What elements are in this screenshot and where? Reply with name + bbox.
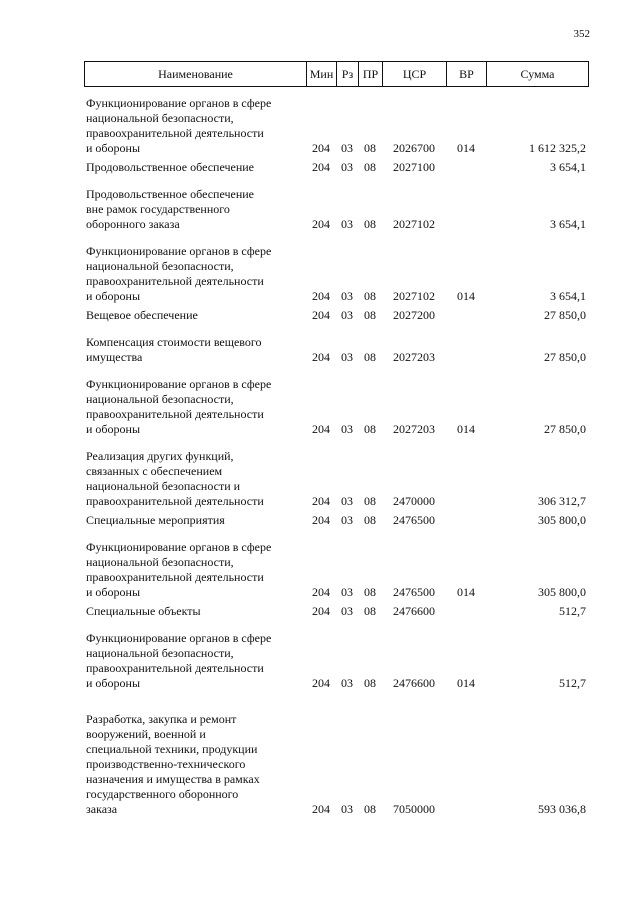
cell-name: Специальные мероприятия — [86, 513, 225, 527]
cell-name: Специальные объекты — [86, 604, 201, 618]
cell-vr — [446, 600, 486, 619]
cell-vr — [446, 323, 486, 365]
table-row — [84, 619, 588, 691]
cell-csr: 2027203 — [393, 422, 435, 436]
cell-csr: 2027102 — [393, 289, 435, 303]
cell-sum: 305 800,0 — [538, 585, 586, 599]
cell-csr: 2027200 — [393, 308, 435, 322]
cell-name: Функционирование органов в сфере национальной безопасности, правоохранительной деятельности и обороны — [86, 540, 272, 599]
cell-name: Реализация других функций, связанных с обеспечением национальной безопасности и правоохранительной деятельности — [86, 449, 264, 508]
cell-sum: 27 850,0 — [544, 308, 586, 322]
header-pr: ПР — [359, 62, 383, 87]
cell-rz: 03 — [341, 350, 353, 364]
cell-pr: 08 — [364, 308, 376, 322]
cell-vr: 014 — [457, 676, 475, 690]
table-row — [84, 509, 588, 528]
table-row — [84, 96, 588, 156]
cell-name: Вещевое обеспечение — [86, 308, 198, 322]
cell-rz: 03 — [341, 676, 353, 690]
table-row — [84, 304, 588, 323]
table-row — [84, 437, 588, 509]
cell-sum: 305 800,0 — [538, 513, 586, 527]
cell-pr: 08 — [364, 604, 376, 618]
cell-min: 204 — [312, 802, 330, 816]
table-row — [84, 323, 588, 365]
cell-min: 204 — [312, 585, 330, 599]
cell-csr: 2027102 — [393, 217, 435, 231]
header-vr: ВР — [447, 62, 487, 87]
cell-pr: 08 — [364, 141, 376, 155]
cell-sum: 3 654,1 — [550, 160, 586, 174]
cell-min: 204 — [312, 513, 330, 527]
cell-pr: 08 — [364, 802, 376, 816]
cell-csr: 2026700 — [393, 141, 435, 155]
cell-vr — [446, 175, 486, 232]
cell-sum: 27 850,0 — [544, 422, 586, 436]
page-number: 352 — [573, 28, 590, 40]
cell-csr: 2476500 — [393, 513, 435, 527]
cell-name: Функционирование органов в сфере национальной безопасности, правоохранительной деятельности и обороны — [86, 244, 272, 303]
cell-min: 204 — [312, 141, 330, 155]
cell-rz: 03 — [341, 422, 353, 436]
cell-vr: 014 — [457, 141, 475, 155]
cell-csr: 2476600 — [393, 676, 435, 690]
cell-csr: 2470000 — [393, 494, 435, 508]
table-row — [84, 156, 588, 175]
cell-rz: 03 — [341, 604, 353, 618]
cell-min: 204 — [312, 604, 330, 618]
cell-rz: 03 — [341, 513, 353, 527]
cell-rz: 03 — [341, 160, 353, 174]
cell-vr — [446, 509, 486, 528]
cell-vr: 014 — [457, 422, 475, 436]
cell-sum: 1 612 325,2 — [529, 141, 586, 155]
cell-csr: 2027100 — [393, 160, 435, 174]
cell-min: 204 — [312, 308, 330, 322]
cell-min: 204 — [312, 160, 330, 174]
header-csr: ЦСР — [383, 62, 447, 87]
cell-name: Продовольственное обеспечение — [86, 160, 254, 174]
cell-min: 204 — [312, 217, 330, 231]
cell-name: Разработка, закупка и ремонт вооружений, военной и специальной техники, продукции производственно-технического назначения и имущества в рамках государственного оборонного заказа — [86, 712, 260, 816]
header-min: Мин — [307, 62, 337, 87]
cell-sum: 3 654,1 — [550, 217, 586, 231]
cell-vr: 014 — [457, 585, 475, 599]
cell-vr — [446, 437, 486, 509]
cell-pr: 08 — [364, 513, 376, 527]
cell-csr: 2476600 — [393, 604, 435, 618]
cell-vr — [446, 691, 486, 817]
cell-name: Продовольственное обеспечение вне рамок государственного оборонного заказа — [86, 187, 254, 231]
table-header — [84, 61, 589, 87]
cell-sum: 512,7 — [559, 676, 586, 690]
cell-pr: 08 — [364, 676, 376, 690]
cell-name: Компенсация стоимости вещевого имущества — [86, 335, 262, 364]
cell-sum: 593 036,8 — [538, 802, 586, 816]
cell-rz: 03 — [341, 289, 353, 303]
cell-min: 204 — [312, 289, 330, 303]
header-rz: Рз — [337, 62, 359, 87]
header-sum: Сумма — [487, 62, 589, 87]
cell-rz: 03 — [341, 494, 353, 508]
cell-vr: 014 — [457, 289, 475, 303]
cell-sum: 512,7 — [559, 604, 586, 618]
cell-name: Функционирование органов в сфере национальной безопасности, правоохранительной деятельности и обороны — [86, 631, 272, 690]
cell-min: 204 — [312, 676, 330, 690]
header-name: Наименование — [85, 62, 307, 87]
cell-sum: 306 312,7 — [538, 494, 586, 508]
table-row — [84, 691, 588, 817]
table-row — [84, 365, 588, 437]
cell-pr: 08 — [364, 422, 376, 436]
table-row — [84, 528, 588, 600]
cell-sum: 3 654,1 — [550, 289, 586, 303]
table-row — [84, 600, 588, 619]
table-row — [84, 232, 588, 304]
cell-pr: 08 — [364, 160, 376, 174]
budget-table — [84, 96, 588, 817]
cell-csr: 2476500 — [393, 585, 435, 599]
cell-min: 204 — [312, 422, 330, 436]
cell-name: Функционирование органов в сфере национальной безопасности, правоохранительной деятельности и обороны — [86, 96, 272, 155]
cell-csr: 7050000 — [393, 802, 435, 816]
cell-rz: 03 — [341, 217, 353, 231]
cell-pr: 08 — [364, 494, 376, 508]
cell-csr: 2027203 — [393, 350, 435, 364]
cell-rz: 03 — [341, 585, 353, 599]
cell-min: 204 — [312, 494, 330, 508]
cell-sum: 27 850,0 — [544, 350, 586, 364]
cell-rz: 03 — [341, 141, 353, 155]
cell-vr — [446, 156, 486, 175]
cell-vr — [446, 304, 486, 323]
cell-pr: 08 — [364, 289, 376, 303]
cell-name: Функционирование органов в сфере национальной безопасности, правоохранительной деятельности и обороны — [86, 377, 272, 436]
cell-rz: 03 — [341, 308, 353, 322]
cell-min: 204 — [312, 350, 330, 364]
cell-pr: 08 — [364, 585, 376, 599]
cell-rz: 03 — [341, 802, 353, 816]
cell-pr: 08 — [364, 217, 376, 231]
cell-pr: 08 — [364, 350, 376, 364]
table-row — [84, 175, 588, 232]
